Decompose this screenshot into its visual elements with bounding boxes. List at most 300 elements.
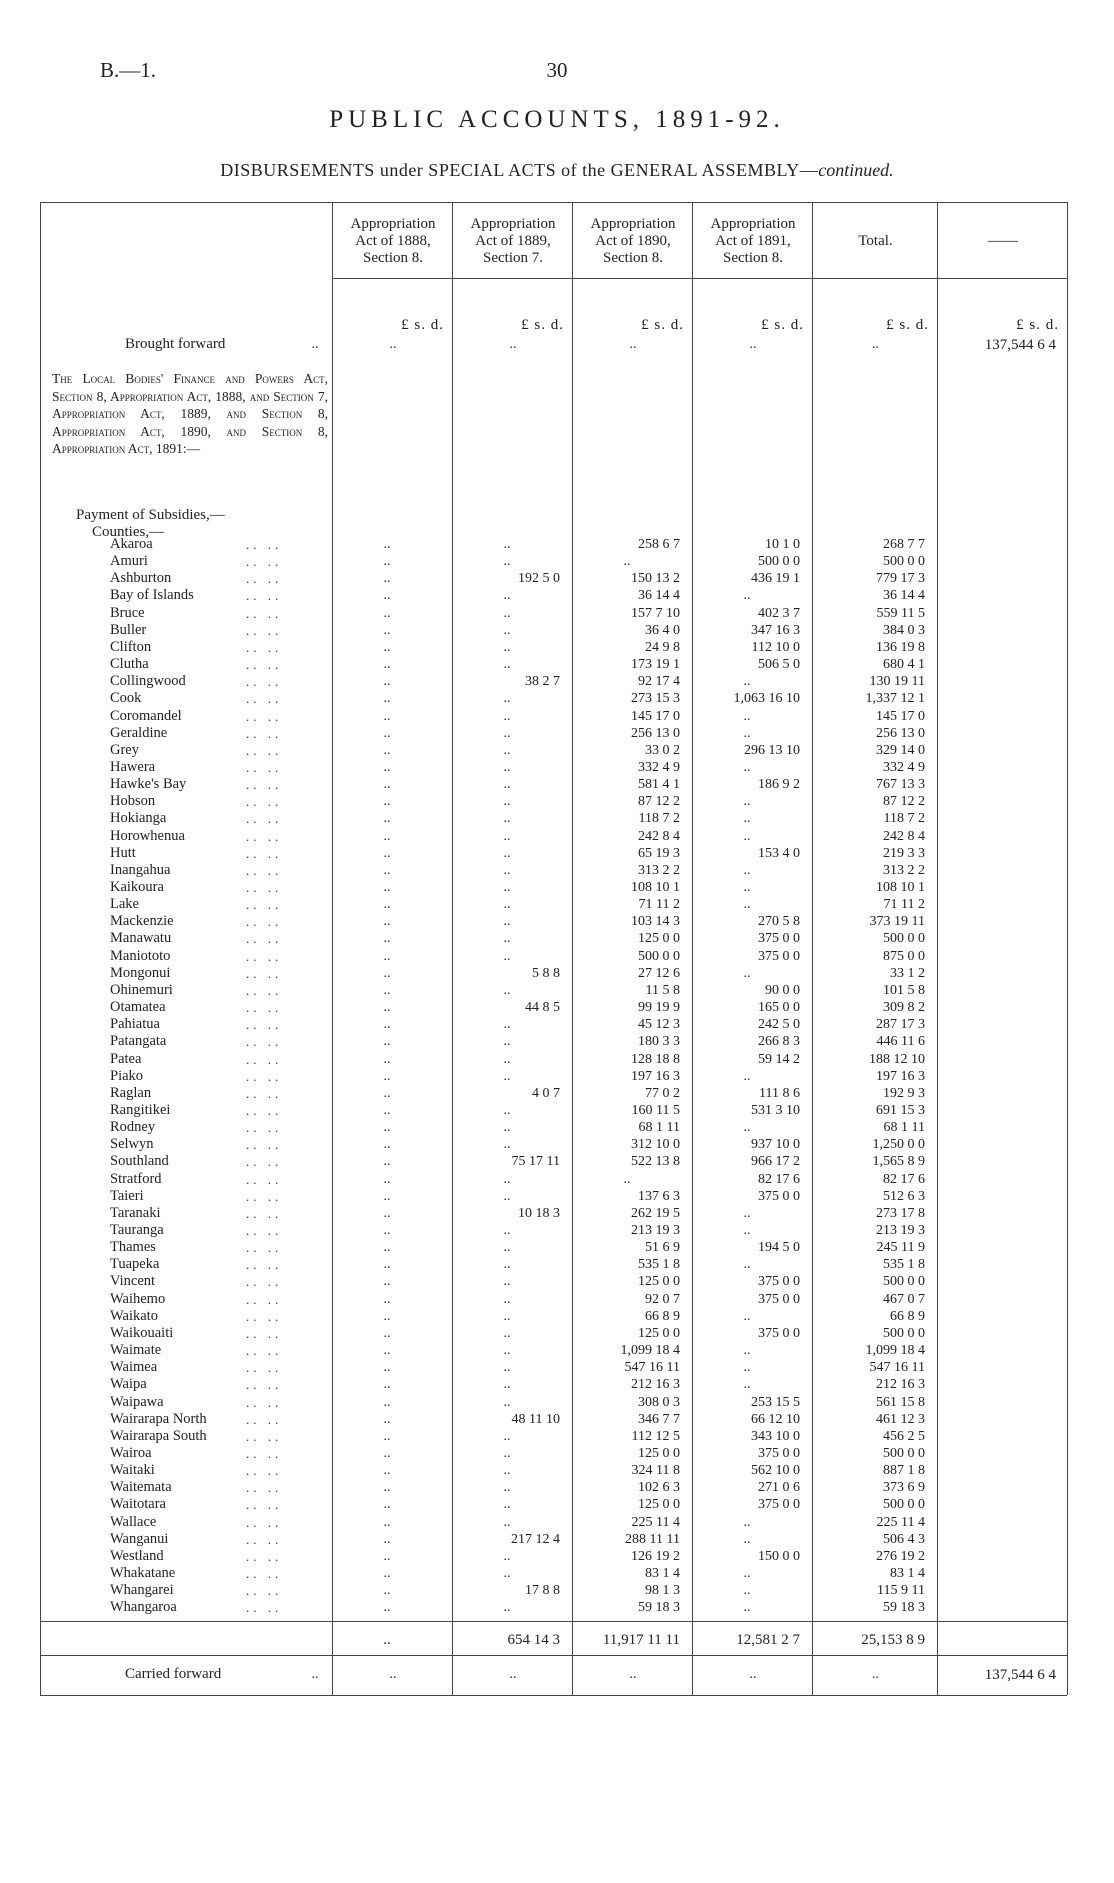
cell-a89: ..	[503, 1240, 511, 1256]
cell-a89: ..	[503, 914, 511, 930]
cell-a90: 33 0 2	[645, 742, 680, 758]
cell-a89: ..	[503, 1188, 511, 1204]
county-name: Amuri	[110, 553, 148, 570]
county-name: Patangata	[110, 1033, 167, 1050]
county-name: Hobson	[110, 793, 156, 810]
column-header-act-1891: Appropriation Act of 1891, Section 8.	[710, 216, 796, 266]
cell-total: 245 11 9	[876, 1240, 925, 1256]
cell-a89: 44 8 5	[525, 1000, 560, 1016]
carried-forward-label: Carried forward	[125, 1666, 222, 1682]
cell-total: 33 1 2	[890, 965, 925, 981]
leader-dots: .. ..	[246, 1308, 283, 1324]
brought-forward-label: Brought forward	[125, 336, 226, 352]
cell-a88: ..	[383, 605, 391, 621]
cell-a88: ..	[383, 828, 391, 844]
leader-dots: .. ..	[246, 1223, 283, 1238]
cell-a89: ..	[503, 1428, 511, 1444]
cell-a90: ..	[623, 554, 631, 570]
cell-a88: ..	[383, 657, 391, 673]
cell-a90: 522 13 8	[631, 1154, 680, 1170]
leader-dots: .. ..	[246, 1274, 283, 1290]
county-name: Wallace	[110, 1513, 157, 1530]
cell-a88: ..	[383, 725, 391, 741]
cell-a90: 256 13 0	[631, 725, 680, 741]
county-name: Clutha	[110, 656, 149, 673]
cell-a91: ..	[743, 1600, 751, 1616]
cell-a90: 312 10 0	[631, 1137, 680, 1153]
cell-a90: 125 0 0	[638, 1274, 680, 1290]
counties-heading: Counties,—	[92, 524, 165, 540]
cell-a91: 375 0 0	[758, 1497, 800, 1513]
cell-a90: 500 0 0	[638, 948, 680, 964]
cell-a91: 242 5 0	[758, 1017, 800, 1033]
cell-a89: ..	[503, 1600, 511, 1616]
cell-a88: ..	[383, 1102, 391, 1118]
cell-a89: ..	[503, 1463, 511, 1479]
county-name: Kaikoura	[110, 879, 164, 895]
cell-a90: 125 0 0	[638, 1325, 680, 1341]
county-name: Thames	[110, 1239, 156, 1256]
currency-label: £ s. d.	[521, 317, 564, 333]
cell-a91: 112 10 0	[751, 639, 800, 655]
leader-dots: .. ..	[246, 1480, 283, 1496]
leader-dots: .. ..	[246, 1377, 283, 1393]
cell-a91: 937 10 0	[751, 1137, 800, 1153]
cell-a90: 288 11 11	[625, 1531, 680, 1547]
leader-dots: .. ..	[246, 1154, 283, 1170]
cell-a91: 375 0 0	[758, 1291, 800, 1307]
cell-a88: ..	[383, 1394, 391, 1410]
cell-a88: ..	[383, 1308, 391, 1324]
act-heading: The Local Bodies' Finance and Powers Act, Section 8, Appropriation Act, 1888, and Section 7, Appropriation Act, 1889, and Section 8, Appropriation Act, 1890, and Section 8, Appropriation Act, 1891:—	[52, 371, 328, 456]
cell-total: 130 19 11	[869, 674, 925, 690]
column-header-total: Total.	[858, 233, 893, 249]
county-name: Maniototo	[110, 947, 171, 964]
cell-a88: ..	[383, 537, 391, 552]
cell-a88: ..	[383, 982, 391, 998]
cell-a88: ..	[383, 897, 391, 913]
cell-a89: ..	[503, 1102, 511, 1118]
brought-forward-cell: ..	[749, 337, 757, 352]
cell-a90: 332 4 9	[638, 759, 680, 775]
cell-a90: 308 0 3	[638, 1394, 680, 1410]
county-name: Buller	[110, 621, 147, 638]
cell-a89: ..	[503, 828, 511, 844]
cell-a91: 375 0 0	[758, 931, 800, 947]
cell-a90: 118 7 2	[638, 811, 680, 827]
cell-a89: ..	[503, 554, 511, 570]
cell-a88: ..	[383, 794, 391, 810]
cell-a89: ..	[503, 897, 511, 913]
county-name: Manawatu	[110, 930, 172, 947]
cell-a91: ..	[743, 1343, 751, 1359]
carried-forward-cell: ..	[509, 1667, 517, 1682]
cell-total: 273 17 8	[876, 1205, 925, 1221]
totals-rule	[40, 1621, 1067, 1622]
leader-dots: .. ..	[246, 1051, 283, 1067]
leader-dots: .. ..	[246, 537, 283, 552]
cell-a90: 160 11 5	[631, 1102, 680, 1118]
cell-a91: ..	[743, 794, 751, 810]
cell-a91: 506 5 0	[758, 657, 800, 673]
cell-a91: 82 17 6	[758, 1171, 800, 1187]
cell-a90: 87 12 2	[638, 794, 680, 810]
cell-a89: ..	[503, 777, 511, 793]
cell-a90: 71 11 2	[638, 897, 680, 913]
cell-a90: 197 16 3	[631, 1068, 680, 1084]
total-a89: 654 14 3	[507, 1632, 560, 1648]
county-name: Wairoa	[110, 1444, 152, 1461]
cell-a89: ..	[503, 725, 511, 741]
cell-a91: ..	[743, 862, 751, 878]
cell-a89: ..	[503, 691, 511, 707]
cell-a88: ..	[383, 759, 391, 775]
cell-a91: ..	[743, 1377, 751, 1393]
cell-total: 192 9 3	[883, 1085, 925, 1101]
cell-a89: ..	[503, 588, 511, 604]
county-name: Southland	[110, 1153, 169, 1170]
brought-forward-cell: ..	[872, 337, 879, 352]
county-name: Otamatea	[110, 999, 166, 1016]
cell-total: 87 12 2	[883, 794, 925, 810]
cell-a88: ..	[383, 571, 391, 587]
cell-a88: ..	[383, 948, 391, 964]
cell-a90: 27 12 6	[638, 965, 680, 981]
cell-a89: ..	[503, 880, 511, 895]
cell-a91: ..	[743, 1223, 751, 1238]
cell-a89: ..	[503, 759, 511, 775]
cell-a89: ..	[503, 1068, 511, 1084]
cell-a91: 402 3 7	[758, 605, 800, 621]
cell-a91: ..	[743, 897, 751, 913]
cell-total: 456 2 5	[883, 1428, 925, 1444]
county-name: Collingwood	[110, 673, 186, 690]
subtitle-continued: continued.	[818, 160, 894, 180]
cell-a88: ..	[383, 1240, 391, 1256]
cell-a88: ..	[383, 1137, 391, 1153]
county-name: Patea	[110, 1050, 142, 1067]
county-name: Bruce	[110, 604, 145, 621]
cell-a91: 66 12 10	[751, 1411, 800, 1427]
col-divider-3	[572, 202, 573, 1695]
county-name: Taranaki	[110, 1204, 161, 1221]
county-name: Hokianga	[110, 810, 167, 827]
leader-dots: .. ..	[246, 1411, 283, 1427]
cell-a91: ..	[743, 725, 751, 741]
leader-dots: .. ..	[246, 1034, 283, 1050]
county-name: Piako	[110, 1067, 144, 1084]
leader-dots: .. ..	[246, 1514, 283, 1530]
cell-a89: ..	[503, 1274, 511, 1290]
cell-a90: 98 1 3	[645, 1583, 680, 1599]
county-name: Waipawa	[110, 1393, 164, 1410]
cell-total: 101 5 8	[883, 982, 925, 998]
cell-a90: 83 1 4	[645, 1566, 680, 1581]
leader-dots: .. ..	[246, 982, 283, 998]
cell-a89: ..	[503, 794, 511, 810]
cell-a88: ..	[383, 811, 391, 827]
cell-a90: 581 4 1	[638, 777, 680, 793]
leader-dots: .. ..	[246, 1497, 283, 1513]
cell-a88: ..	[383, 1068, 391, 1084]
cell-a91: 500 0 0	[758, 554, 800, 570]
cell-a90: 68 1 11	[638, 1120, 680, 1136]
cell-total: 680 4 1	[883, 657, 925, 673]
cell-a91: 153 4 0	[758, 845, 800, 861]
cell-a89: ..	[503, 1394, 511, 1410]
cell-a88: ..	[383, 862, 391, 878]
cell-a88: ..	[383, 1188, 391, 1204]
cell-total: 561 15 8	[876, 1394, 925, 1410]
cell-total: 559 11 5	[876, 605, 925, 621]
cell-a89: ..	[503, 657, 511, 673]
cell-a90: 99 19 9	[638, 1000, 680, 1016]
leader-dots: .. ..	[246, 1394, 283, 1410]
leader-dots: .. ..	[246, 965, 283, 981]
currency-label: £ s. d.	[641, 317, 684, 333]
cell-a90: 242 8 4	[638, 828, 680, 844]
carried-forward-grand: 137,544 6 4	[984, 1667, 1056, 1683]
cell-a90: 535 1 8	[638, 1257, 680, 1273]
total-total: 25,153 8 9	[861, 1632, 925, 1648]
cell-a89: ..	[503, 1360, 511, 1376]
cell-a89: ..	[503, 1137, 511, 1153]
county-name: Tuapeka	[110, 1256, 160, 1273]
total-a91: 12,581 2 7	[736, 1632, 800, 1648]
cell-a89: 217 12 4	[511, 1531, 560, 1547]
leader-dots: .. ..	[246, 897, 283, 913]
cell-a89: ..	[503, 639, 511, 655]
county-name: Taieri	[110, 1187, 144, 1204]
cell-a89: 17 8 8	[525, 1583, 560, 1599]
leader-dots: .. ..	[246, 1600, 283, 1616]
cell-a90: 24 9 8	[645, 639, 680, 655]
cell-a90: 213 19 3	[631, 1223, 680, 1238]
leader-dots: .. ..	[246, 1017, 283, 1033]
cell-a91: 253 15 5	[751, 1394, 800, 1410]
cell-a91: 343 10 0	[751, 1428, 800, 1444]
cell-a89: ..	[503, 1343, 511, 1359]
cell-total: 500 0 0	[883, 1497, 925, 1513]
currency-label: £ s. d.	[1016, 317, 1059, 333]
county-name: Pahiatua	[110, 1016, 160, 1033]
cell-a88: ..	[383, 1257, 391, 1273]
brought-forward-cell: ..	[509, 337, 517, 352]
cell-a90: 547 16 11	[624, 1360, 680, 1376]
leader-dots: .. ..	[246, 1343, 283, 1359]
county-name: Waimate	[110, 1342, 162, 1359]
currency-label: £ s. d.	[886, 317, 929, 333]
cell-a90: 180 3 3	[638, 1034, 680, 1050]
cell-total: 213 19 3	[876, 1223, 925, 1238]
cell-a91: ..	[743, 674, 751, 690]
cell-total: 547 16 11	[869, 1360, 925, 1376]
cell-a89: ..	[503, 1566, 511, 1581]
cell-a90: 1,099 18 4	[620, 1343, 680, 1359]
cell-a90: 313 2 2	[638, 862, 680, 878]
cell-a88: ..	[383, 914, 391, 930]
cell-a91: ..	[743, 759, 751, 775]
cell-a89: ..	[503, 1325, 511, 1341]
cell-a91: 531 3 10	[751, 1102, 800, 1118]
table-right-border	[1067, 202, 1068, 1695]
cell-a88: ..	[383, 1205, 391, 1221]
cell-a89: ..	[503, 537, 511, 552]
county-name: Hawera	[110, 758, 156, 775]
cell-a91: 296 13 10	[744, 742, 800, 758]
leader-dots: .. ..	[246, 1000, 283, 1016]
cell-a90: 36 14 4	[638, 588, 680, 604]
col-divider-5	[812, 202, 813, 1695]
currency-label: £ s. d.	[761, 317, 804, 333]
cell-total: 373 6 9	[883, 1480, 925, 1496]
cell-a88: ..	[383, 674, 391, 690]
cell-a89: ..	[503, 1034, 511, 1050]
leader-dots: .. ..	[246, 1291, 283, 1307]
cell-a91: 150 0 0	[758, 1548, 800, 1564]
cell-a89: ..	[503, 982, 511, 998]
cell-a88: ..	[383, 622, 391, 638]
leader-dots: .. ..	[246, 1205, 283, 1221]
carried-forward-cell: ..	[629, 1667, 637, 1682]
county-name: Horowhenua	[110, 827, 185, 844]
cell-a89: 48 11 10	[511, 1411, 560, 1427]
carried-forward-cell: ..	[872, 1667, 879, 1682]
cell-total: 219 3 3	[883, 845, 925, 861]
cell-a88: ..	[383, 1034, 391, 1050]
cell-a91: 59 14 2	[758, 1051, 800, 1067]
leader-dots: .. ..	[246, 1531, 283, 1547]
brought-forward-cell: ..	[389, 337, 397, 352]
leader-dots: .. ..	[246, 759, 283, 775]
county-name: Hutt	[110, 844, 136, 861]
cell-a88: ..	[383, 742, 391, 758]
cell-total: 309 8 2	[883, 1000, 925, 1016]
county-name: Whangaroa	[110, 1599, 177, 1616]
cell-a88: ..	[383, 1445, 391, 1461]
leader-dots: .. ..	[246, 554, 283, 570]
cell-a91: 562 10 0	[751, 1463, 800, 1479]
county-name: Rangitikei	[110, 1101, 171, 1118]
leader-dots: .. ..	[246, 725, 283, 741]
county-name: Grey	[110, 741, 139, 758]
county-name: Waimea	[110, 1359, 158, 1376]
cell-a90: 36 4 0	[645, 622, 680, 638]
leader-dots: .. ..	[246, 1257, 283, 1273]
county-name: Wanganui	[110, 1530, 169, 1547]
cell-a89: ..	[503, 1291, 511, 1307]
leader-dots: .. ..	[246, 674, 283, 690]
leader-dots: .. ..	[246, 931, 283, 947]
county-name: Westland	[110, 1547, 164, 1564]
leader-dots: .. ..	[246, 1085, 283, 1101]
table-left-border	[40, 202, 41, 1695]
carried-rule	[40, 1655, 1067, 1656]
cell-a89: 5 8 8	[532, 965, 560, 981]
cell-a88: ..	[383, 1377, 391, 1393]
cell-a88: ..	[383, 1566, 391, 1581]
cell-a90: 173 19 1	[631, 657, 680, 673]
cell-a90: 225 11 4	[631, 1514, 680, 1530]
cell-a90: 92 17 4	[638, 674, 680, 690]
county-name: Hawke's Bay	[110, 776, 187, 793]
col-divider-1	[332, 202, 333, 1695]
leader-dots: .. ..	[246, 605, 283, 621]
leader-dots: .. ..	[246, 1137, 283, 1153]
cell-a89: 10 18 3	[518, 1205, 560, 1221]
cell-a90: 125 0 0	[638, 1445, 680, 1461]
cell-a89: 38 2 7	[525, 674, 560, 690]
cell-total: 313 2 2	[883, 862, 925, 878]
table-bottom-rule	[40, 1695, 1067, 1696]
cell-total: 461 12 3	[876, 1411, 925, 1427]
cell-a91: 375 0 0	[758, 1325, 800, 1341]
cell-a91: 90 0 0	[765, 982, 800, 998]
carried-forward-cell: ..	[389, 1667, 397, 1682]
cell-total: 500 0 0	[883, 1274, 925, 1290]
cell-a88: ..	[383, 965, 391, 981]
cell-total: 467 0 7	[883, 1291, 925, 1307]
cell-total: 212 16 3	[876, 1377, 925, 1393]
cell-a89: ..	[503, 845, 511, 861]
leader-dots: .. ..	[246, 1445, 283, 1461]
cell-a89: ..	[503, 1051, 511, 1067]
cell-total: 500 0 0	[883, 554, 925, 570]
cell-a90: 262 19 5	[631, 1205, 680, 1221]
cell-a91: 270 5 8	[758, 914, 800, 930]
leader-dots: .. ..	[246, 1548, 283, 1564]
cell-total: 108 10 1	[876, 880, 925, 895]
county-name: Wairarapa North	[110, 1410, 207, 1427]
cell-total: 115 9 11	[877, 1583, 925, 1599]
cell-a88: ..	[383, 1017, 391, 1033]
leader-dots: .. ..	[246, 1240, 283, 1256]
cell-total: 506 4 3	[883, 1531, 925, 1547]
cell-a88: ..	[383, 1497, 391, 1513]
cell-a91: 165 0 0	[758, 1000, 800, 1016]
leader-dots: .. ..	[246, 639, 283, 655]
county-name: Stratford	[110, 1170, 162, 1187]
cell-a88: ..	[383, 1120, 391, 1136]
cell-a88: ..	[383, 708, 391, 724]
cell-a90: 59 18 3	[638, 1600, 680, 1616]
carried-forward-cell: ..	[311, 1667, 319, 1682]
cell-a90: 77 0 2	[645, 1085, 680, 1101]
cell-a91: 186 9 2	[758, 777, 800, 793]
cell-a88: ..	[383, 1325, 391, 1341]
county-name: Waitaki	[110, 1462, 155, 1479]
subtitle-text: DISBURSEMENTS under SPECIAL ACTS of the GENERAL ASSEMBLY—	[220, 160, 819, 180]
cell-a91: 194 5 0	[758, 1240, 800, 1256]
brought-forward-cell: ..	[311, 337, 319, 352]
cell-total: 500 0 0	[883, 1445, 925, 1461]
cell-a90: 51 6 9	[645, 1240, 680, 1256]
total-a88: ..	[383, 1632, 391, 1648]
leader-dots: .. ..	[246, 1428, 283, 1444]
cell-a89: ..	[503, 1257, 511, 1273]
cell-total: 242 8 4	[883, 828, 925, 844]
cell-a88: ..	[383, 1051, 391, 1067]
cell-a88: ..	[383, 1343, 391, 1359]
cell-a88: ..	[383, 1463, 391, 1479]
cell-total: 268 7 7	[883, 537, 925, 552]
cell-total: 332 4 9	[883, 759, 925, 775]
cell-a88: ..	[383, 1223, 391, 1238]
leader-dots: .. ..	[246, 1325, 283, 1341]
leader-dots: .. ..	[246, 1566, 283, 1581]
county-name: Akaroa	[110, 536, 153, 552]
leader-dots: .. ..	[246, 1463, 283, 1479]
